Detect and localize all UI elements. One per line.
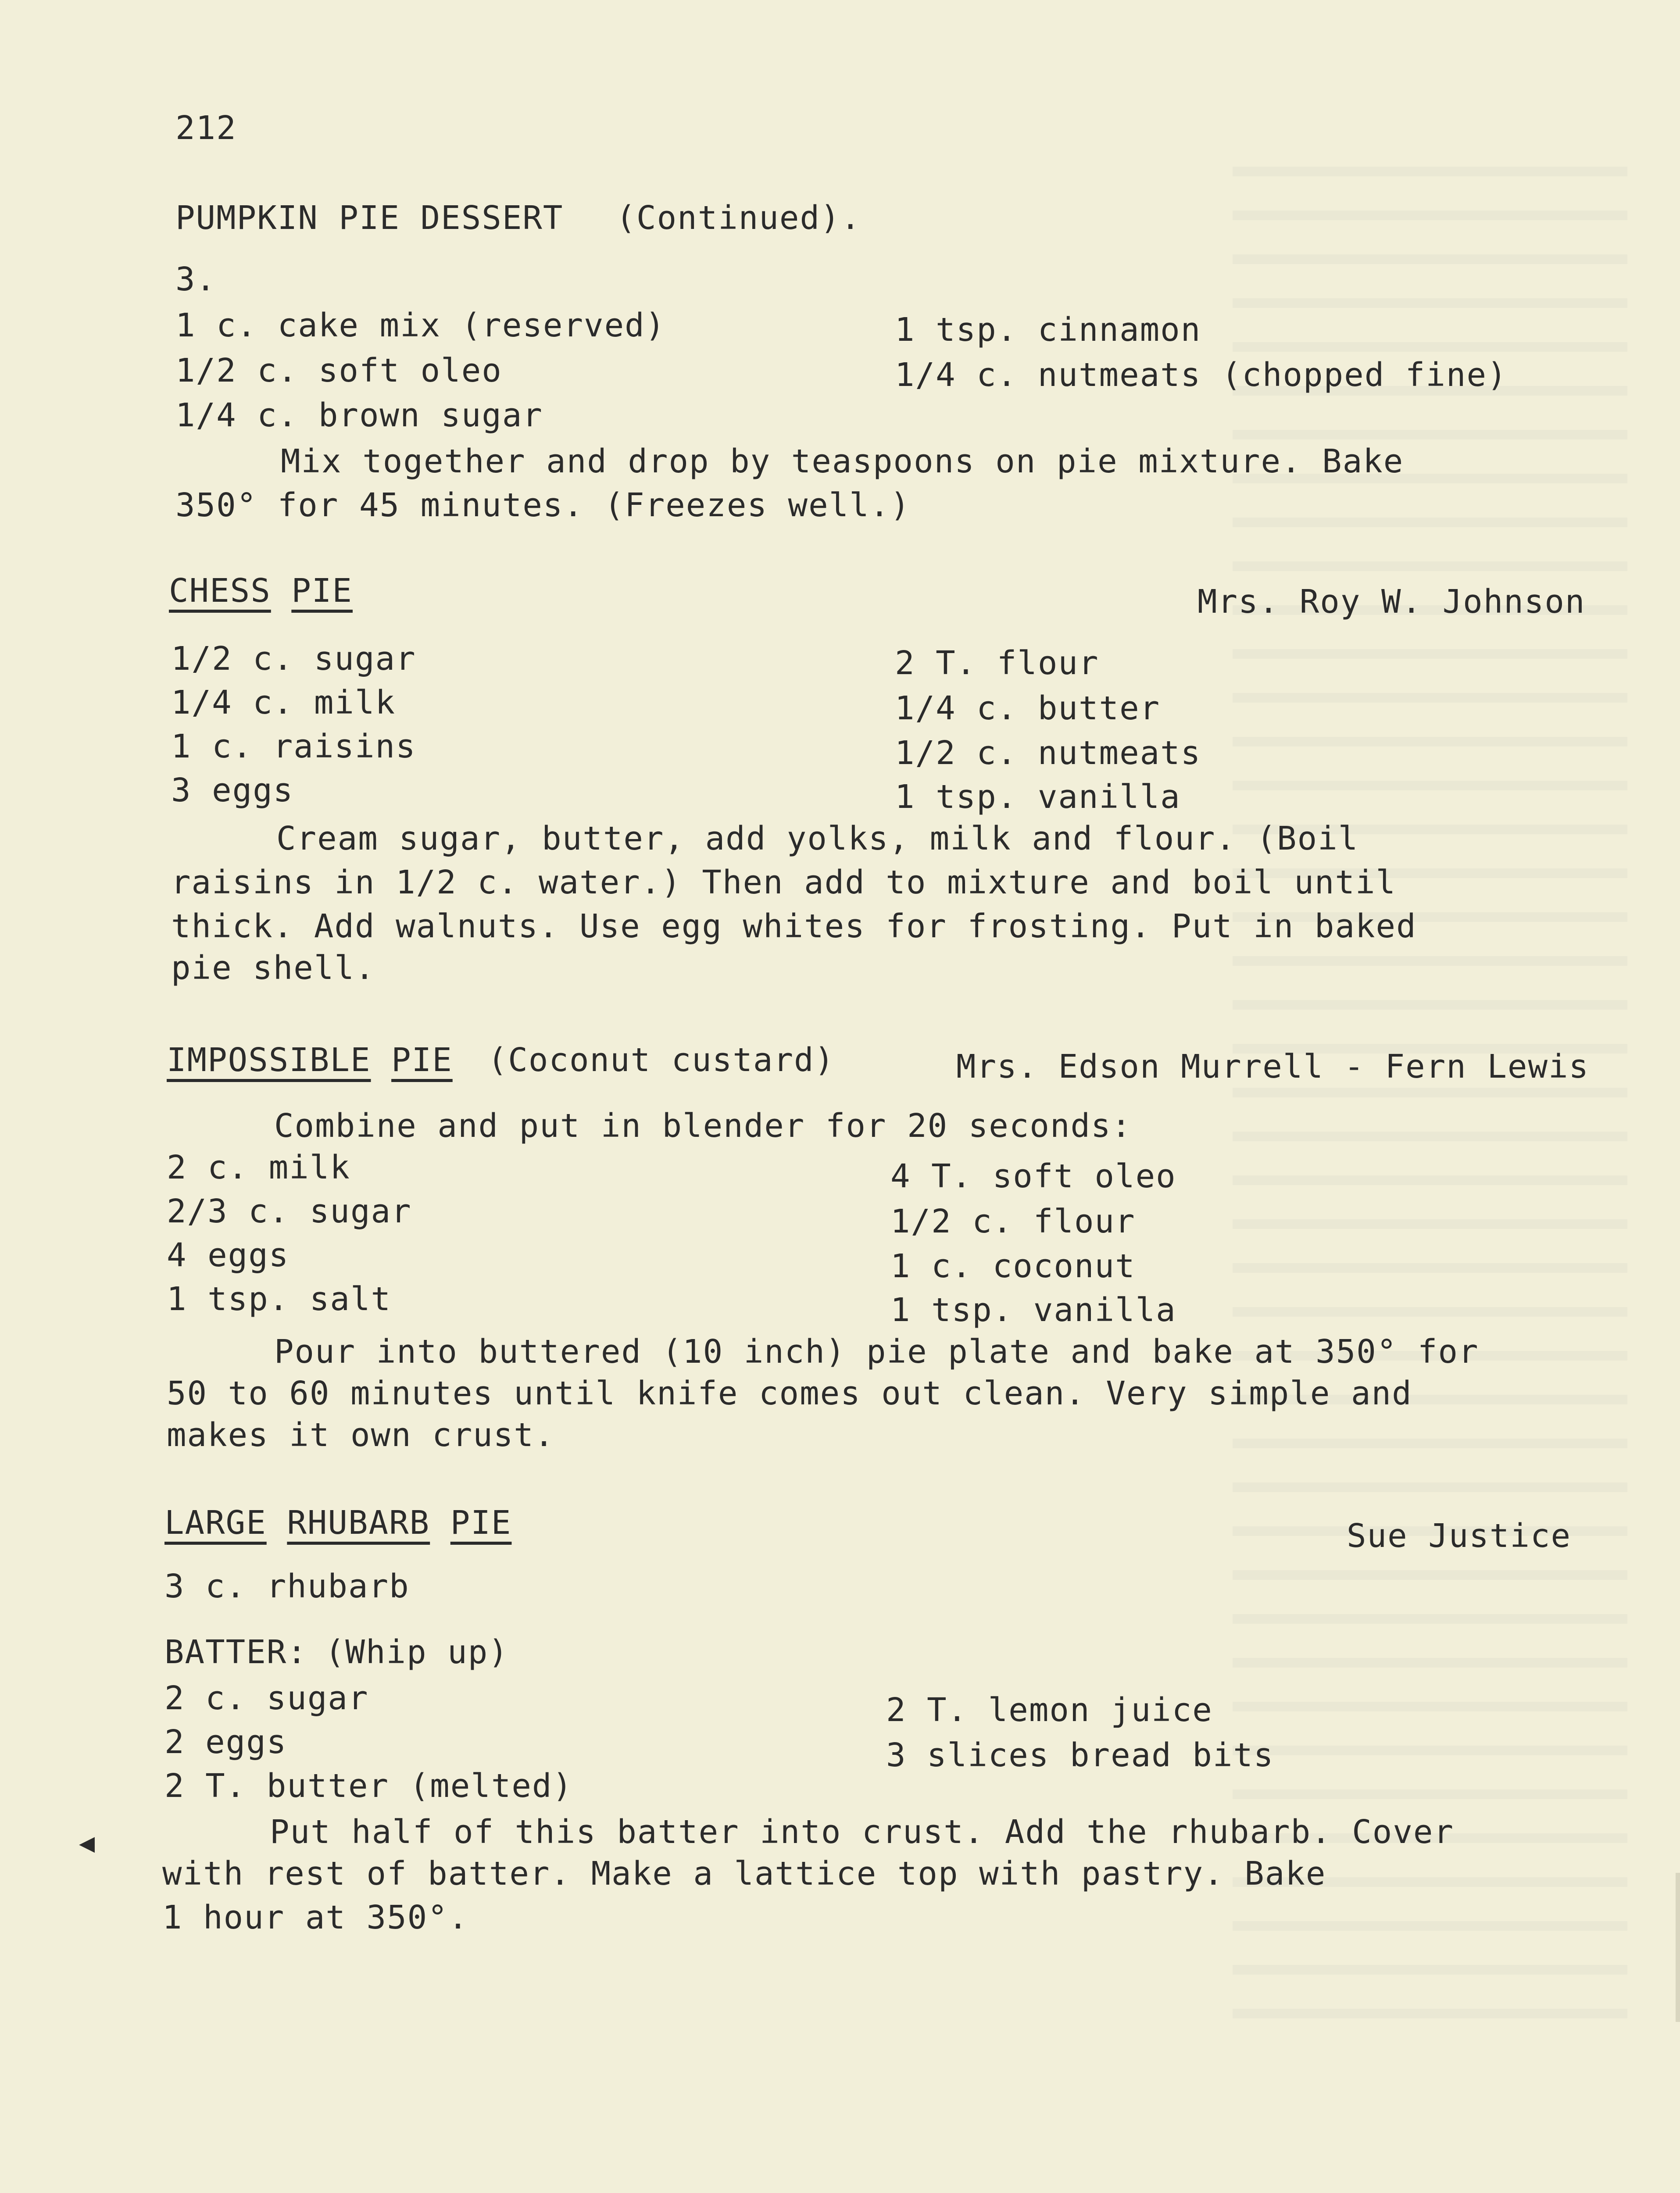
margin-arrow-icon: ◀ [79, 1828, 95, 1858]
impossible-ingredient-right: 1/2 c. flour [890, 1203, 1136, 1240]
rhubarb-title-word: LARGE [164, 1504, 267, 1542]
chess-title [169, 572, 353, 610]
chess-directions-line: pie shell. [171, 949, 375, 987]
rhubarb-directions-line: Put half of this batter into crust. Add the rhubarb. Cover [270, 1813, 1455, 1851]
impossible-ingredient-right: 4 T. soft oleo [890, 1157, 1176, 1195]
impossible-ingredient-right: 1 c. coconut [890, 1247, 1136, 1285]
rhubarb-ingredient-left: 2 c. sugar [164, 1679, 369, 1717]
impossible-title-word: PIE [391, 1041, 453, 1079]
rhubarb-ingredient-left: 2 eggs [164, 1723, 287, 1761]
chess-author: Mrs. Roy W. Johnson [1197, 583, 1586, 621]
impossible-ingredient-left: 2/3 c. sugar [167, 1193, 412, 1230]
impossible-ingredient-left: 2 c. milk [167, 1149, 350, 1186]
impossible-directions-line: makes it own crust. [167, 1416, 555, 1454]
chess-directions-line: Cream sugar, butter, add yolks, milk and flour. (Boil [276, 820, 1359, 857]
chess-ingredient-right: 2 T. flour [895, 644, 1099, 682]
pumpkin-ingredient-left: 1/2 c. soft oleo [175, 352, 502, 389]
rhubarb-batter-label: BATTER: [164, 1633, 307, 1671]
chess-ingredient-right: 1 tsp. vanilla [895, 778, 1181, 816]
page-number: 212 [175, 109, 237, 147]
rhubarb-batter-note: (Whip up) [325, 1633, 509, 1671]
rhubarb-title-word: PIE [450, 1504, 512, 1542]
impossible-author: Mrs. Edson Murrell - Fern Lewis [956, 1048, 1590, 1086]
chess-ingredient-left: 1 c. raisins [171, 728, 416, 765]
chess-title-word: PIE [291, 572, 353, 610]
pumpkin-step-number: 3. [175, 261, 217, 298]
rhubarb-title [164, 1504, 512, 1542]
rhubarb-title-word: RHUBARB [287, 1504, 430, 1542]
pumpkin-directions-line: 350° for 45 minutes. (Freezes well.) [175, 486, 911, 524]
rhubarb-ingredient-right: 3 slices bread bits [886, 1736, 1274, 1774]
impossible-subtitle: (Coconut custard) [487, 1041, 835, 1079]
pumpkin-continued: (Continued). [616, 199, 861, 237]
rhubarb-first-ingredient: 3 c. rhubarb [164, 1568, 410, 1605]
chess-ingredient-left: 1/4 c. milk [171, 684, 396, 721]
pumpkin-ingredient-right: 1/4 c. nutmeats (chopped fine) [895, 356, 1508, 394]
rhubarb-batter-heading [164, 1633, 509, 1671]
impossible-intro: Combine and put in blender for 20 seconds: [274, 1107, 1132, 1145]
chess-ingredient-right: 1/2 c. nutmeats [895, 734, 1201, 772]
chess-ingredient-left: 3 eggs [171, 771, 294, 809]
impossible-ingredient-left: 4 eggs [167, 1236, 290, 1274]
rhubarb-ingredient-left: 2 T. butter (melted) [164, 1767, 573, 1805]
impossible-title [167, 1041, 835, 1079]
pumpkin-ingredient-left: 1/4 c. brown sugar [175, 396, 543, 434]
pumpkin-title-text: PUMPKIN PIE DESSERT [175, 199, 564, 237]
pumpkin-ingredient-right: 1 tsp. cinnamon [895, 311, 1201, 349]
pumpkin-ingredient-left: 1 c. cake mix (reserved) [175, 307, 666, 344]
pumpkin-title [175, 199, 861, 237]
chess-ingredient-left: 1/2 c. sugar [171, 640, 416, 678]
rhubarb-author: Sue Justice [1347, 1517, 1572, 1555]
chess-directions-line: raisins in 1/2 c. water.) Then add to mixture and boil until [171, 864, 1397, 901]
impossible-directions-line: 50 to 60 minutes until knife comes out clean. Very simple and [167, 1375, 1412, 1412]
impossible-ingredient-right: 1 tsp. vanilla [890, 1291, 1176, 1329]
impossible-ingredient-left: 1 tsp. salt [167, 1280, 392, 1318]
impossible-directions-line: Pour into buttered (10 inch) pie plate and bake at 350° for [274, 1333, 1479, 1371]
pumpkin-directions-line: Mix together and drop by teaspoons on pie mixture. Bake [281, 443, 1404, 480]
impossible-title-word: IMPOSSIBLE [167, 1041, 371, 1079]
chess-directions-line: thick. Add walnuts. Use egg whites for frosting. Put in baked [171, 907, 1417, 945]
rhubarb-ingredient-right: 2 T. lemon juice [886, 1691, 1213, 1729]
chess-ingredient-right: 1/4 c. butter [895, 689, 1161, 727]
rhubarb-directions-line: with rest of batter. Make a lattice top with pastry. Bake [162, 1855, 1326, 1893]
page-edge-mark [1676, 1873, 1680, 2022]
rhubarb-directions-line: 1 hour at 350°. [162, 1899, 469, 1936]
chess-title-word: CHESS [169, 572, 271, 610]
